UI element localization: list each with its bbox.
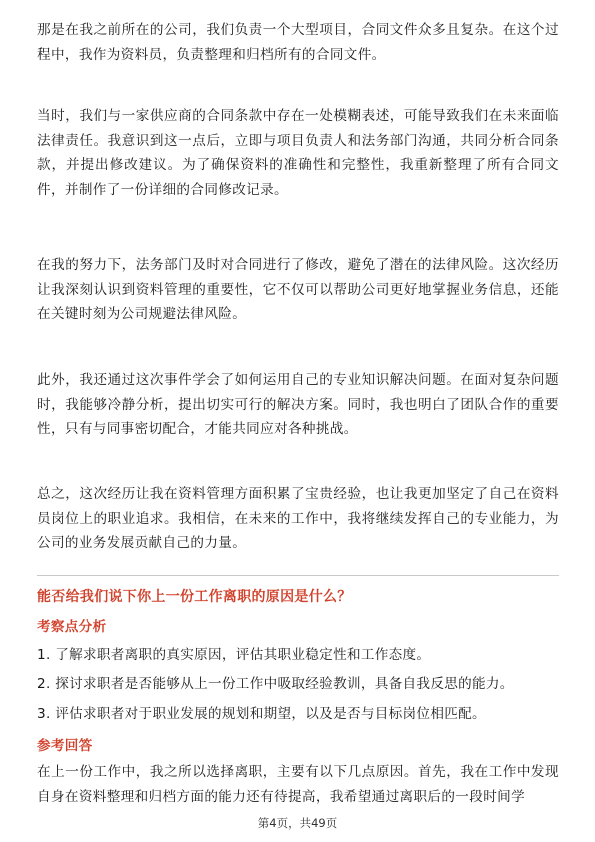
page-number: 第4页，共49页: [257, 816, 338, 830]
section-divider: [37, 575, 559, 576]
body-paragraph-2: 当时，我们与一家供应商的合同条款中存在一处模糊表述，可能导致我们在未来面临法律责任。我意识到这一点后，立即与项目负责人和法务部门沟通，共同分析合同条款，并提出修改建议。为了确保资料的准确性和完整性，我重新整理了所有合同文件，并制作了一份详细的合同修改记录。: [37, 108, 559, 198]
answer-heading: 参考回答: [37, 738, 93, 754]
analysis-item-2: 2. 探讨求职者是否能够从上一份工作中吸取经验教训，具备自我反思的能力。: [37, 676, 514, 692]
body-paragraph-3: 在我的努力下，法务部门及时对合同进行了修改，避免了潜在的法律风险。这次经历让我深刻认识到资料管理的重要性，它不仅可以帮助公司更好地掌握业务信息，还能在关键时刻为公司规避法律风险。: [37, 257, 559, 322]
body-paragraph-4: 此外，我还通过这次事件学会了如何运用自己的专业知识解决问题。在面对复杂问题时，我能够冷静分析，提出切实可行的解决方案。同时，我也明白了团队合作的重要性，只有与同事密切配合，才能共同应对各种挑战。: [37, 372, 559, 437]
body-paragraph-1: 那是在我之前所在的公司，我们负责一个大型项目，合同文件众多且复杂。在这个过程中，我作为资料员，负责整理和归档所有的合同文件。: [37, 22, 559, 63]
answer-paragraph: 在上一份工作中，我之所以选择离职，主要有以下几点原因。首先，我在工作中发现自身在资料整理和归档方面的能力还有待提高，我希望通过离职后的一段时间学: [37, 764, 559, 805]
interview-question: 能否给我们说下你上一份工作离职的原因是什么？: [37, 589, 352, 605]
body-paragraph-5: 总之，这次经历让我在资料管理方面积累了宝贵经验，也让我更加坚定了自己在资料员岗位上的职业追求。我相信，在未来的工作中，我将继续发挥自己的专业能力，为公司的业务发展贡献自己的力量。: [37, 486, 559, 551]
analysis-item-3: 3. 评估求职者对于职业发展的规划和期望，以及是否与目标岗位相匹配。: [37, 706, 486, 722]
analysis-item-1: 1. 了解求职者离职的真实原因，评估其职业稳定性和工作态度。: [37, 647, 431, 663]
analysis-heading: 考察点分析: [37, 619, 107, 635]
